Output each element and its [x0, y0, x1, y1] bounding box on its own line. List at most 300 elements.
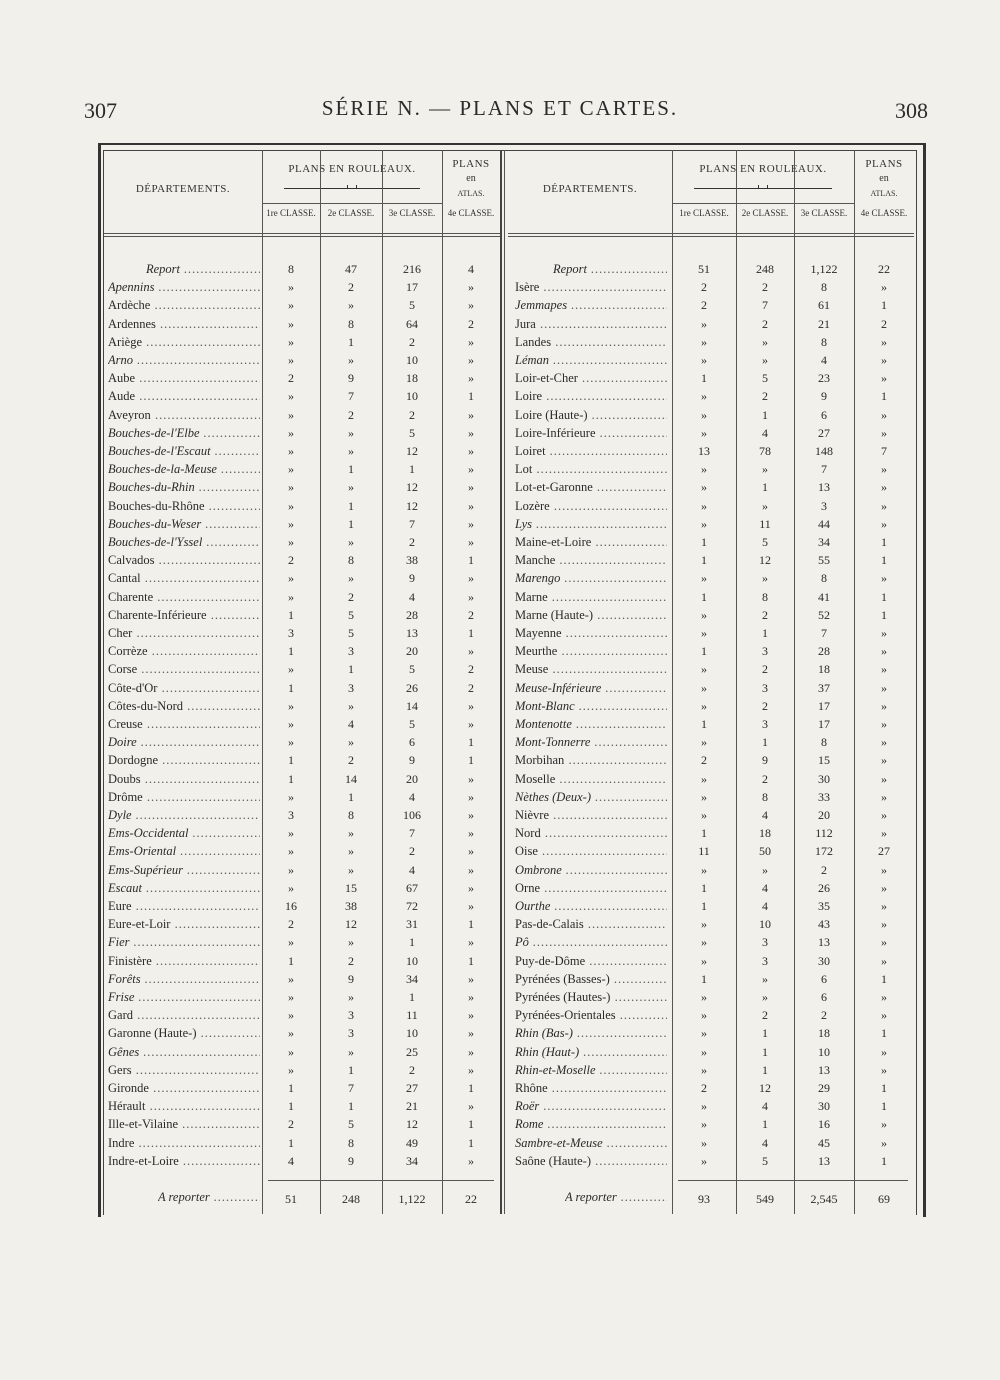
left-cell-c3: 21 — [406, 1099, 418, 1114]
right-cell-c4: » — [881, 753, 887, 768]
right-total-rule — [678, 1180, 908, 1181]
left-cell-c2: » — [348, 990, 354, 1004]
left-cell-c2: 5 — [348, 626, 354, 640]
left-cell-c1: 1 — [288, 753, 294, 768]
left-cell-c3: 9 — [409, 753, 415, 768]
right-cell-c3: 16 — [818, 1117, 830, 1132]
right-cell-c3: 23 — [818, 371, 830, 386]
right-cell-c3: 34 — [818, 535, 830, 549]
left-cell-c1: » — [288, 826, 294, 841]
left-cell-c2: 3 — [348, 644, 354, 659]
right-subheader-rule — [672, 203, 854, 204]
left-department-name: Gard ..... — [108, 1006, 260, 1024]
right-cell-c3: 8 — [821, 334, 827, 349]
right-cell-c4: 1 — [881, 971, 887, 986]
right-cell-c3: 35 — [818, 899, 830, 913]
right-department-name: Landes ..... — [515, 333, 667, 351]
right-cell-c1: » — [701, 1153, 707, 1168]
right-cell-c3: 1,122 — [810, 262, 838, 276]
right-total-c4: 69 — [878, 1192, 890, 1206]
right-header-classe-1: 1re CLASSE. — [679, 208, 729, 218]
right-cell-c3: 30 — [818, 1099, 830, 1114]
left-cell-c4: 4 — [468, 262, 474, 276]
right-cell-c4: » — [881, 1117, 887, 1132]
right-cell-c4: » — [881, 935, 887, 950]
left-cell-c4: » — [468, 1062, 474, 1077]
right-cell-c2: 78 — [759, 444, 771, 458]
left-cell-c4: » — [468, 880, 474, 895]
right-cell-c1: 11 — [698, 844, 710, 859]
left-cell-c1: » — [288, 1062, 294, 1077]
right-department-name: Loire-Inférieure ..... — [515, 424, 667, 442]
right-header-departements: DÉPARTEMENTS. — [542, 183, 638, 195]
left-cell-c1: » — [288, 880, 294, 895]
left-department-name: Bouches-du-Rhône ..... — [108, 497, 260, 515]
right-cell-c2: 8 — [762, 589, 768, 604]
left-cell-c3: 10 — [406, 1026, 418, 1041]
right-cell-c4: » — [881, 917, 887, 932]
right-cell-c3: 18 — [818, 662, 830, 677]
left-cell-c1: » — [288, 316, 294, 331]
right-cell-c4: 22 — [878, 262, 890, 276]
left-cell-c4: » — [468, 698, 474, 713]
left-cell-c2: 8 — [348, 553, 354, 568]
right-cell-c3: 17 — [818, 698, 830, 713]
right-department-name: Rome ..... — [515, 1115, 667, 1133]
left-cell-c2: » — [348, 571, 354, 586]
right-department-name: Morbihan ..... — [515, 751, 667, 769]
left-cell-c1: » — [288, 735, 294, 750]
right-cell-c4: » — [881, 353, 887, 367]
right-cell-c1: 1 — [701, 644, 707, 659]
right-cell-c1: » — [701, 735, 707, 750]
left-cell-c2: » — [348, 353, 354, 367]
left-cell-c2: » — [348, 735, 354, 750]
left-total-c2: 248 — [342, 1192, 360, 1206]
left-cell-c3: 11 — [406, 1008, 418, 1023]
left-cell-c2: 5 — [348, 1117, 354, 1132]
right-cell-c3: 30 — [818, 953, 830, 968]
right-cell-c1: » — [701, 316, 707, 331]
left-department-name: Doubs ..... — [108, 770, 260, 788]
right-cell-c1: 2 — [701, 280, 707, 295]
right-cell-c4: 1 — [881, 389, 887, 404]
right-cell-c4: » — [881, 334, 887, 349]
left-cell-c2: 2 — [348, 280, 354, 295]
right-department-name: Mont-Tonnerre ..... — [515, 733, 667, 751]
left-cell-c4: » — [468, 334, 474, 349]
right-cell-c3: 41 — [818, 589, 830, 604]
right-department-name: Ombrone ..... — [515, 861, 667, 879]
left-cell-c3: 31 — [406, 917, 418, 932]
left-cell-c2: 1 — [348, 662, 354, 677]
left-cell-c1: 1 — [288, 1135, 294, 1150]
right-department-name: Jemmapes ..... — [515, 296, 667, 314]
right-cell-c2: 12 — [759, 553, 771, 568]
left-cell-c4: » — [468, 826, 474, 841]
left-cell-c2: 1 — [348, 1062, 354, 1077]
right-department-name: Isère ..... — [515, 278, 667, 296]
right-cell-c3: 28 — [818, 644, 830, 659]
right-cell-c2: 9 — [762, 753, 768, 768]
right-cell-c3: 18 — [818, 1026, 830, 1041]
right-cell-c4: » — [881, 280, 887, 295]
right-department-name: Loiret ..... — [515, 442, 667, 460]
left-cell-c3: 4 — [409, 862, 415, 877]
left-cell-c1: » — [288, 1026, 294, 1041]
right-cell-c1: » — [701, 698, 707, 713]
left-cell-c4: » — [468, 298, 474, 313]
left-cell-c1: » — [288, 789, 294, 804]
left-cell-c3: 72 — [406, 899, 418, 913]
right-department-name: Mont-Blanc ..... — [515, 697, 667, 715]
left-cell-c3: 2 — [409, 844, 415, 859]
right-cell-c4: » — [881, 516, 887, 531]
left-cell-c2: 2 — [348, 753, 354, 768]
left-cell-c3: 4 — [409, 789, 415, 804]
right-department-name: Mayenne ..... — [515, 624, 667, 642]
right-header-classe-3: 3e CLASSE. — [800, 208, 848, 218]
right-header-classe-2: 2e CLASSE. — [741, 208, 789, 218]
right-cell-c3: 44 — [818, 516, 830, 531]
right-cell-c2: 7 — [762, 298, 768, 313]
left-cell-c4: » — [468, 1026, 474, 1041]
right-cell-c1: » — [701, 771, 707, 786]
left-cell-c4: » — [468, 425, 474, 440]
left-cell-c3: 18 — [406, 371, 418, 386]
left-cell-c1: 2 — [288, 371, 294, 386]
left-cell-c4: » — [468, 589, 474, 604]
left-cell-c3: 25 — [406, 1044, 418, 1059]
left-cell-c1: » — [288, 844, 294, 859]
left-cell-c4: » — [468, 1008, 474, 1023]
right-cell-c3: 7 — [821, 626, 827, 640]
left-cell-c2: 47 — [345, 262, 357, 276]
right-department-name: Loir-et-Cher ..... — [515, 369, 667, 387]
left-department-name: Bouches-de-l'Yssel ..... — [108, 533, 260, 551]
left-header-classe-4: 4e CLASSE. — [447, 208, 495, 218]
right-cell-c3: 33 — [818, 789, 830, 804]
right-cell-c1: 2 — [701, 1081, 707, 1095]
left-cell-c3: 5 — [409, 662, 415, 677]
right-cell-c4: » — [881, 407, 887, 422]
left-cell-c4: » — [468, 862, 474, 877]
left-cell-c2: 9 — [348, 971, 354, 986]
right-cell-c1: » — [701, 498, 707, 513]
right-cell-c4: » — [881, 1062, 887, 1077]
right-cell-c3: 27 — [818, 425, 830, 440]
left-cell-c2: 3 — [348, 1026, 354, 1041]
right-cell-c2: 3 — [762, 717, 768, 731]
right-cell-c1: » — [701, 1008, 707, 1023]
left-cell-c4: » — [468, 462, 474, 477]
left-cell-c3: 10 — [406, 953, 418, 968]
left-cell-c1: 1 — [288, 644, 294, 659]
right-cell-c2: 1 — [762, 480, 768, 495]
right-department-name: Rhône ..... — [515, 1079, 667, 1097]
right-cell-c2: 4 — [762, 425, 768, 440]
right-department-name: Loire (Haute-) ..... — [515, 406, 667, 424]
right-department-name: Nèthes (Deux-) ..... — [515, 788, 667, 806]
left-cell-c4: 1 — [468, 753, 474, 768]
left-cell-c2: » — [348, 698, 354, 713]
right-department-name: Lot ..... — [515, 460, 667, 478]
left-cell-c1: 8 — [288, 262, 294, 276]
left-department-name: Dordogne ..... — [108, 751, 260, 769]
right-cell-c4: » — [881, 662, 887, 677]
left-cell-c4: » — [468, 1153, 474, 1168]
left-department-name: Charente-Inférieure ..... — [108, 606, 260, 624]
right-cell-c4: » — [881, 771, 887, 786]
right-cell-c3: 6 — [821, 990, 827, 1004]
left-department-name: Indre ..... — [108, 1134, 260, 1152]
right-cell-c4: 1 — [881, 589, 887, 604]
right-cell-c2: » — [762, 353, 768, 367]
left-cell-c2: 1 — [348, 789, 354, 804]
left-cell-c2: 9 — [348, 1153, 354, 1168]
right-header-atlas-3: ATLAS. — [870, 189, 898, 198]
left-cell-c1: » — [288, 935, 294, 950]
left-department-name: Forêts ..... — [108, 970, 260, 988]
left-cell-c3: 5 — [409, 425, 415, 440]
left-cell-c4: » — [468, 498, 474, 513]
left-cell-c4: 1 — [468, 389, 474, 404]
right-cell-c4: » — [881, 1135, 887, 1150]
left-department-name: Finistère ..... — [108, 952, 260, 970]
left-cell-c3: 216 — [403, 262, 421, 276]
right-cell-c1: 51 — [698, 262, 710, 276]
left-cell-c3: 5 — [409, 717, 415, 731]
right-cell-c1: 1 — [701, 880, 707, 895]
right-cell-c1: » — [701, 862, 707, 877]
right-cell-c4: 1 — [881, 298, 887, 313]
right-cell-c3: 26 — [818, 880, 830, 895]
right-cell-c1: » — [701, 917, 707, 932]
left-department-name: Gers ..... — [108, 1061, 260, 1079]
right-department-name: Lozère ..... — [515, 497, 667, 515]
left-cell-c3: 20 — [406, 771, 418, 786]
right-department-name: Pyrénées (Basses-) ..... — [515, 970, 667, 988]
left-cell-c1: » — [288, 698, 294, 713]
left-department-name: Creuse ..... — [108, 715, 260, 733]
left-cell-c4: » — [468, 899, 474, 913]
right-cell-c2: 8 — [762, 789, 768, 804]
right-cell-c2: 18 — [759, 826, 771, 841]
left-cell-c3: 106 — [403, 808, 421, 822]
right-department-name: Sambre-et-Meuse ..... — [515, 1134, 667, 1152]
left-cell-c1: 2 — [288, 1117, 294, 1132]
left-cell-c4: » — [468, 971, 474, 986]
right-cell-c1: » — [701, 425, 707, 440]
left-header-classe-2: 2e CLASSE. — [327, 208, 375, 218]
left-department-name: Dyle ..... — [108, 806, 260, 824]
left-cell-c3: 13 — [406, 626, 418, 640]
right-cell-c2: 4 — [762, 880, 768, 895]
left-header-departements: DÉPARTEMENTS. — [135, 183, 231, 195]
right-cell-c2: » — [762, 862, 768, 877]
right-cell-c1: 13 — [698, 444, 710, 458]
left-cell-c4: » — [468, 407, 474, 422]
right-cell-c2: 12 — [759, 1081, 771, 1095]
page-title: SÉRIE N. — PLANS ET CARTES. — [321, 96, 679, 120]
right-cell-c3: 172 — [815, 844, 833, 859]
right-cell-c3: 6 — [821, 971, 827, 986]
right-cell-c1: 1 — [701, 553, 707, 568]
right-cell-c3: 37 — [818, 680, 830, 695]
right-department-name: Pô ..... — [515, 933, 667, 951]
left-cell-c2: » — [348, 298, 354, 313]
left-header-brace — [284, 188, 420, 195]
left-cell-c1: 16 — [285, 899, 297, 913]
right-cell-c4: » — [881, 425, 887, 440]
right-cell-c1: » — [701, 607, 707, 622]
right-cell-c2: 3 — [762, 935, 768, 950]
left-cell-c4: » — [468, 371, 474, 386]
left-department-name: Cher ..... — [108, 624, 260, 642]
left-cell-c2: » — [348, 425, 354, 440]
left-cell-c3: 4 — [409, 589, 415, 604]
left-department-name: Bouches-de-la-Meuse ..... — [108, 460, 260, 478]
left-department-name: Indre-et-Loire ..... — [108, 1152, 260, 1170]
right-cell-c1: » — [701, 462, 707, 477]
left-cell-c2: » — [348, 535, 354, 549]
right-cell-c4: » — [881, 644, 887, 659]
right-cell-c1: » — [701, 516, 707, 531]
left-total-rule — [268, 1180, 494, 1181]
right-cell-c2: » — [762, 571, 768, 586]
left-cell-c2: 12 — [345, 917, 357, 932]
left-cell-c4: » — [468, 516, 474, 531]
left-cell-c2: 8 — [348, 808, 354, 822]
right-cell-c1: » — [701, 808, 707, 822]
left-department-name: Ariège ..... — [108, 333, 260, 351]
left-cell-c2: 1 — [348, 516, 354, 531]
left-cell-c3: 6 — [409, 735, 415, 750]
left-cell-c1: » — [288, 571, 294, 586]
right-cell-c4: 1 — [881, 1081, 887, 1095]
left-cell-c4: » — [468, 808, 474, 822]
right-cell-c2: 1 — [762, 626, 768, 640]
left-cell-c1: » — [288, 462, 294, 477]
right-department-name: Ourthe ..... — [515, 897, 667, 915]
left-cell-c3: 64 — [406, 316, 418, 331]
left-department-name: Corse ..... — [108, 660, 260, 678]
left-cell-c3: 1 — [409, 935, 415, 950]
right-department-name: Oise ..... — [515, 842, 667, 860]
left-cell-c4: » — [468, 1044, 474, 1059]
right-cell-c1: 1 — [701, 826, 707, 841]
right-department-name: Marne ..... — [515, 588, 667, 606]
left-cell-c3: 20 — [406, 644, 418, 659]
right-department-name: Report ..... — [515, 260, 667, 278]
left-department-name: Gironde ..... — [108, 1079, 260, 1097]
right-cell-c3: 4 — [821, 353, 827, 367]
left-department-name: Ems-Oriental ..... — [108, 842, 260, 860]
left-cell-c2: 5 — [348, 607, 354, 622]
left-cell-c1: » — [288, 498, 294, 513]
left-cell-c2: » — [348, 480, 354, 495]
right-total-label: A reporter ..... — [565, 1190, 667, 1205]
right-department-name: Moselle ..... — [515, 770, 667, 788]
left-department-name: Eure-et-Loir ..... — [108, 915, 260, 933]
left-department-name: Gênes ..... — [108, 1043, 260, 1061]
left-cell-c4: » — [468, 717, 474, 731]
right-cell-c2: » — [762, 990, 768, 1004]
left-cell-c2: 38 — [345, 899, 357, 913]
left-cell-c4: 2 — [468, 680, 474, 695]
right-cell-c3: 61 — [818, 298, 830, 313]
left-department-name: Ems-Supérieur ..... — [108, 861, 260, 879]
left-cell-c2: 8 — [348, 1135, 354, 1150]
right-cell-c4: » — [881, 826, 887, 841]
right-cell-c2: » — [762, 462, 768, 477]
left-cell-c2: 2 — [348, 407, 354, 422]
left-cell-c1: » — [288, 444, 294, 458]
left-department-name: Bouches-de-l'Elbe ..... — [108, 424, 260, 442]
right-cell-c2: 10 — [759, 917, 771, 932]
left-cell-c3: 5 — [409, 298, 415, 313]
left-cell-c3: 67 — [406, 880, 418, 895]
left-cell-c1: » — [288, 516, 294, 531]
left-cell-c4: » — [468, 535, 474, 549]
left-department-name: Drôme ..... — [108, 788, 260, 806]
page-number-right: 308 — [895, 98, 928, 123]
left-cell-c4: 1 — [468, 953, 474, 968]
right-department-name: Montenotte ..... — [515, 715, 667, 733]
left-cell-c4: 1 — [468, 1117, 474, 1132]
left-cell-c1: » — [288, 389, 294, 404]
right-cell-c1: 1 — [701, 971, 707, 986]
left-total-label: A reporter ..... — [158, 1190, 260, 1205]
right-cell-c1: » — [701, 680, 707, 695]
right-department-name: Nièvre ..... — [515, 806, 667, 824]
left-department-name: Fier ..... — [108, 933, 260, 951]
right-cell-c1: » — [701, 1026, 707, 1041]
left-cell-c1: » — [288, 353, 294, 367]
left-cell-c2: » — [348, 862, 354, 877]
left-cell-c2: 7 — [348, 1081, 354, 1095]
left-total-c1: 51 — [285, 1192, 297, 1206]
left-cell-c2: 15 — [345, 880, 357, 895]
right-cell-c1: » — [701, 1135, 707, 1150]
right-cell-c4: » — [881, 626, 887, 640]
right-cell-c2: » — [762, 334, 768, 349]
right-cell-c1: » — [701, 789, 707, 804]
left-department-name: Ems-Occidental ..... — [108, 824, 260, 842]
right-cell-c3: 8 — [821, 571, 827, 586]
left-cell-c1: 1 — [288, 1099, 294, 1114]
left-department-name: Ardèche ..... — [108, 296, 260, 314]
right-cell-c3: 13 — [818, 1153, 830, 1168]
left-cell-c3: 2 — [409, 334, 415, 349]
right-cell-c3: 8 — [821, 735, 827, 750]
right-cell-c3: 2 — [821, 1008, 827, 1023]
left-cell-c3: 10 — [406, 353, 418, 367]
right-header-atlas-2: en — [879, 173, 889, 184]
right-department-name: Rhin (Bas-) ..... — [515, 1024, 667, 1042]
left-cell-c4: 2 — [468, 316, 474, 331]
right-cell-c1: » — [701, 571, 707, 586]
right-header-brace — [694, 188, 832, 195]
left-department-name: Bouches-de-l'Escaut ..... — [108, 442, 260, 460]
left-cell-c2: 9 — [348, 371, 354, 386]
right-cell-c2: 1 — [762, 1044, 768, 1059]
right-cell-c2: 1 — [762, 1062, 768, 1077]
right-cell-c3: 7 — [821, 462, 827, 477]
right-cell-c2: 50 — [759, 844, 771, 859]
left-cell-c3: 7 — [409, 516, 415, 531]
right-cell-c3: 17 — [818, 717, 830, 731]
